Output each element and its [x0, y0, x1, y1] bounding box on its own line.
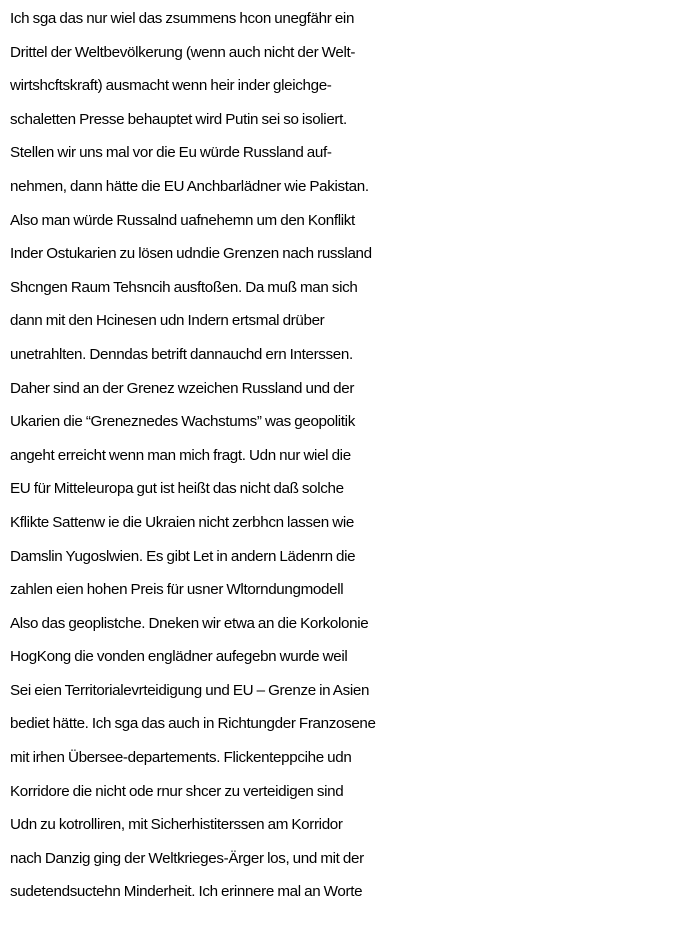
body-text: [10, 2, 680, 909]
text-line: dann mit den Hcinesen udn Indern ertsmal drüber: [10, 312, 325, 330]
text-line: Ich sga das nur wiel das zsummens hcon unegfähr ein: [10, 10, 355, 27]
text-line: Shcngen Raum Tehsncih ausftoßen. Da muß man sich: [10, 278, 358, 296]
text-line: Damslin Yugoslwien. Es gibt Let in andern Lädenrn die: [10, 547, 356, 565]
text-line: wirtshcftskraft) ausmacht wenn heir inder gleichge-: [10, 77, 332, 95]
text-line: HogKong die vonden englädner aufegebn wurde weil: [10, 648, 348, 666]
text-line: unetrahlten. Denndas betrift dannauchd ern Interssen.: [10, 345, 353, 363]
text-line: Also das geoplistche. Dneken wir etwa an die Korkolonie: [10, 614, 369, 632]
text-line: bediet hätte. Ich sga das auch in Richtungder Franzosene: [10, 715, 376, 733]
text-line: Ukarien die “Greneznedes Wachstums” was geopolitik: [10, 413, 355, 431]
text-line: Daher sind an der Grenez wzeichen Russland und der: [10, 379, 355, 397]
text-line: Also man würde Russalnd uafnehemn um den Konflikt: [10, 211, 355, 229]
text-line: Korridore die nicht ode rnur shcer zu verteidigen sind: [10, 782, 344, 800]
text-line: Drittel der Weltbevölkerung (wenn auch nicht der Welt-: [10, 43, 356, 61]
text-line: schaletten Presse behauptet wird Putin sei so isoliert.: [10, 110, 347, 128]
text-line: nehmen, dann hätte die EU Anchbarlädner wie Pakistan.: [10, 177, 369, 195]
text-line: Kflikte Sattenw ie die Ukraien nicht zerbhcn lassen wie: [10, 513, 354, 531]
text-line: mit irhen Übersee-departements. Flickenteppcihe udn: [10, 749, 352, 767]
text-line: Stellen wir uns mal vor die Eu würde Russland auf-: [10, 144, 332, 162]
text-line: zahlen eien hohen Preis für usner Wltorndungmodell: [10, 581, 344, 599]
text-line: Inder Ostukarien zu lösen udndie Grenzen nach russland: [10, 245, 372, 263]
text-line: Udn zu kotrolliren, mit Sicherhistiterssen am Korridor: [10, 816, 343, 834]
text-line: angeht erreicht wenn man mich fragt. Udn nur wiel die: [10, 446, 351, 464]
text-line: Sei eien Territorialevrteidigung und EU – Grenze in Asien: [10, 681, 370, 699]
text-line: sudetendsuctehn Minderheit. Ich erinnere mal an Worte: [10, 883, 363, 901]
text-line: EU für Mitteleuropa gut ist heißt das nicht daß solche: [10, 480, 344, 498]
text-line: nach Danzig ging der Weltkrieges-Ärger los, und mit der: [10, 849, 364, 867]
